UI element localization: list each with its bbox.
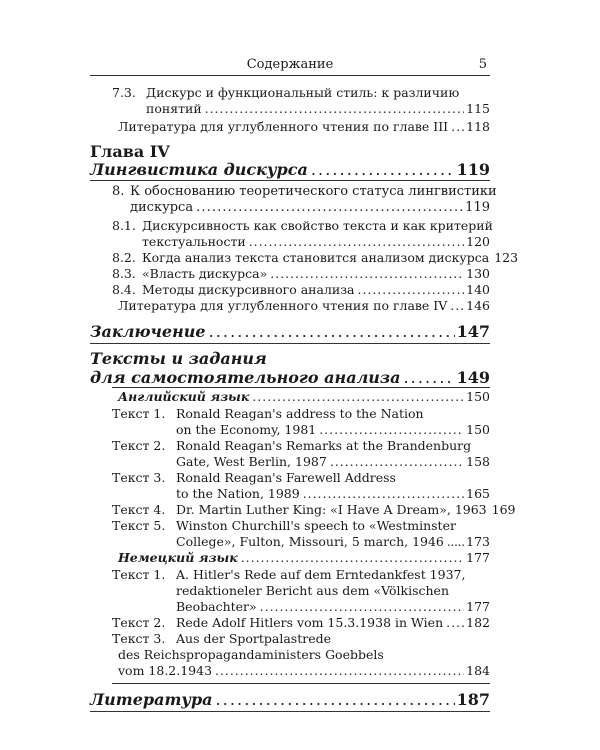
entry-page: 177: [466, 550, 490, 565]
header-page-number: 5: [478, 57, 487, 72]
entry-number: Текст 3.: [112, 631, 166, 646]
leader-dots: [241, 550, 464, 566]
entry-number: Текст 1.: [112, 567, 166, 582]
leader-dots: [330, 454, 464, 470]
header-title: Содержание: [246, 57, 334, 72]
texts-title-line2: для самостоятельного анализа: [90, 368, 401, 387]
toc-entry-en-4: [112, 502, 516, 518]
entry-title: К обоснованию теоретического статуса лингвистики: [130, 184, 497, 199]
entry-title: Ronald Reagan's Remarks at the Brandenburg: [176, 438, 472, 453]
toc-entry-lit-3: [118, 119, 490, 135]
leader-dots: [311, 160, 455, 179]
toc-entry-en-1-cont: [176, 422, 490, 438]
toc-entry-german: [118, 550, 490, 566]
entry-page: 169: [491, 502, 516, 517]
leader-dots: [249, 234, 464, 250]
entry-title: Ronald Reagan's address to the Nation: [176, 406, 424, 421]
entry-page: 177: [466, 599, 490, 614]
entry-page: 165: [466, 486, 490, 501]
entry-title-cont: on the Economy, 1981: [176, 422, 317, 437]
leader-dots: [446, 615, 464, 631]
leader-dots: [196, 200, 463, 216]
entry-title: Ronald Reagan's Farewell Address: [176, 470, 396, 485]
entry-page: 130: [466, 266, 490, 281]
entry-page: 150: [466, 422, 490, 437]
entry-page: 173: [466, 534, 490, 549]
entry-title-cont: des Reichspropagandaministers Goebbels: [118, 647, 384, 662]
toc-entry-de-3-cont2: [118, 663, 490, 679]
entry-title-cont: понятий: [146, 101, 202, 116]
entry-number: 7.3.: [112, 85, 136, 100]
toc-entry-8-1-cont: [142, 234, 490, 250]
entry-title-cont: текстуальности: [142, 234, 246, 249]
literature-page: 187: [456, 690, 490, 709]
entry-page: 140: [466, 282, 490, 297]
entry-page: 118: [466, 119, 490, 134]
entry-page: 158: [466, 454, 490, 469]
entry-title: Rede Adolf Hitlers vom 15.3.1938 in Wien: [176, 615, 444, 630]
toc-entry-7-3-cont: [146, 101, 490, 117]
entry-page: 123: [494, 250, 519, 265]
leader-dots: [450, 298, 464, 314]
entry-title-cont: College», Fulton, Missouri, 5 march, 1946: [176, 534, 444, 549]
entry-title-cont: дискурса: [130, 200, 194, 215]
chapter-title: Лингвистика дискурса: [90, 160, 308, 179]
toc-entry-texts: [90, 368, 490, 387]
entry-title: Дискурсивность как свойство текста и как критерий: [142, 218, 493, 233]
leader-dots: [270, 266, 464, 282]
entry-page: 146: [466, 298, 490, 313]
conclusion-title: Заключение: [90, 322, 206, 341]
entry-page: 120: [466, 234, 490, 249]
toc-entry-en-5-cont: [176, 534, 490, 550]
entry-number: 8.4.: [112, 282, 136, 297]
entry-title: Литература для углубленного чтения по главе III: [118, 119, 449, 134]
entry-title: A. Hitler's Rede auf dem Erntedankfest 1937,: [176, 567, 466, 582]
leader-dots: [403, 368, 454, 387]
leader-dots: [209, 322, 455, 341]
toc-entry-conclusion: [90, 322, 490, 341]
entry-number: Текст 2.: [112, 615, 166, 630]
entry-number: 8.3.: [112, 266, 136, 281]
entry-title: Dr. Martin Luther King: «I Have A Dream», 1963: [176, 502, 487, 517]
entry-title: Когда анализ текста становится анализом дискурса: [142, 250, 490, 265]
texts-page: 149: [456, 368, 490, 387]
toc-entry-de-3-cont: [118, 647, 384, 663]
entry-number: Текст 5.: [112, 518, 166, 533]
toc-entry-8-cont: [130, 200, 490, 216]
texts-rule: [112, 387, 490, 388]
section-title: Немецкий язык: [118, 550, 238, 565]
entry-number: Текст 2.: [112, 438, 166, 453]
toc-entry-de-1-cont: [176, 583, 449, 599]
chapter-page: 119: [456, 160, 490, 179]
conclusion-rule: [90, 343, 490, 344]
entry-title: Aus der Sportpalastrede: [176, 631, 332, 646]
entry-number: 8.1.: [112, 218, 136, 233]
entry-title-cont: vom 18.2.1943: [118, 663, 213, 678]
toc-entry-8-4: [112, 282, 490, 298]
leader-dots: [215, 663, 464, 679]
section-title: Английский язык: [118, 389, 250, 404]
leader-dots: [451, 119, 464, 135]
entry-number: Текст 1.: [112, 406, 166, 421]
toc-entry-chapter-4: [90, 160, 490, 179]
leader-dots: [358, 282, 465, 298]
entry-title: Winston Churchill's speech to «Westminster: [176, 518, 456, 533]
leader-dots: [260, 599, 464, 615]
toc-entry-literature: [90, 690, 490, 709]
texts-bottom-rule: [112, 683, 490, 684]
entry-page: 184: [466, 663, 490, 678]
entry-title-cont: Gate, West Berlin, 1987: [176, 454, 327, 469]
literature-rule: [90, 711, 490, 712]
entry-title: «Власть дискурса»: [142, 266, 268, 281]
entry-title: Методы дискурсивного анализа: [142, 282, 355, 297]
toc-entry-en-2-cont: [176, 454, 490, 470]
entry-page: 119: [465, 200, 490, 215]
entry-number: Текст 3.: [112, 470, 166, 485]
leader-dots: [216, 690, 455, 709]
entry-page: 115: [466, 101, 490, 116]
chapter-label: Глава IV: [90, 142, 170, 161]
entry-number: Текст 4.: [112, 502, 166, 517]
entry-number: 8.: [112, 184, 125, 199]
leader-dots: [447, 534, 464, 550]
leader-dots: [252, 389, 464, 405]
entry-title-cont: to the Nation, 1989: [176, 486, 300, 501]
toc-entry-de-2: [112, 615, 490, 631]
running-header: [90, 57, 490, 76]
toc-entry-en-3-cont: [176, 486, 490, 502]
chapter-rule: [90, 180, 490, 181]
toc-entry-8-2: [112, 250, 519, 266]
leader-dots: [319, 422, 464, 438]
entry-page: 150: [466, 389, 490, 404]
literature-title: Литература: [90, 690, 213, 709]
entry-title-cont: Beobachter»: [176, 599, 257, 614]
toc-entry-de-1-cont2: [176, 599, 490, 615]
entry-page: 182: [466, 615, 490, 630]
leader-dots: [205, 101, 464, 117]
entry-title: Дискурс и функциональный стиль: к различию: [146, 85, 460, 100]
entry-number: 8.2.: [112, 250, 136, 265]
texts-title-line1: Тексты и задания: [90, 349, 267, 368]
entry-title-cont: redaktioneler Bericht aus dem «Völkischen: [176, 583, 449, 598]
toc-entry-english: [118, 389, 490, 405]
entry-title: Литература для углубленного чтения по главе IV: [118, 298, 448, 313]
leader-dots: [303, 486, 464, 502]
conclusion-page: 147: [456, 322, 490, 341]
toc-entry-8-3: [112, 266, 490, 282]
toc-entry-lit-4: [118, 298, 490, 314]
